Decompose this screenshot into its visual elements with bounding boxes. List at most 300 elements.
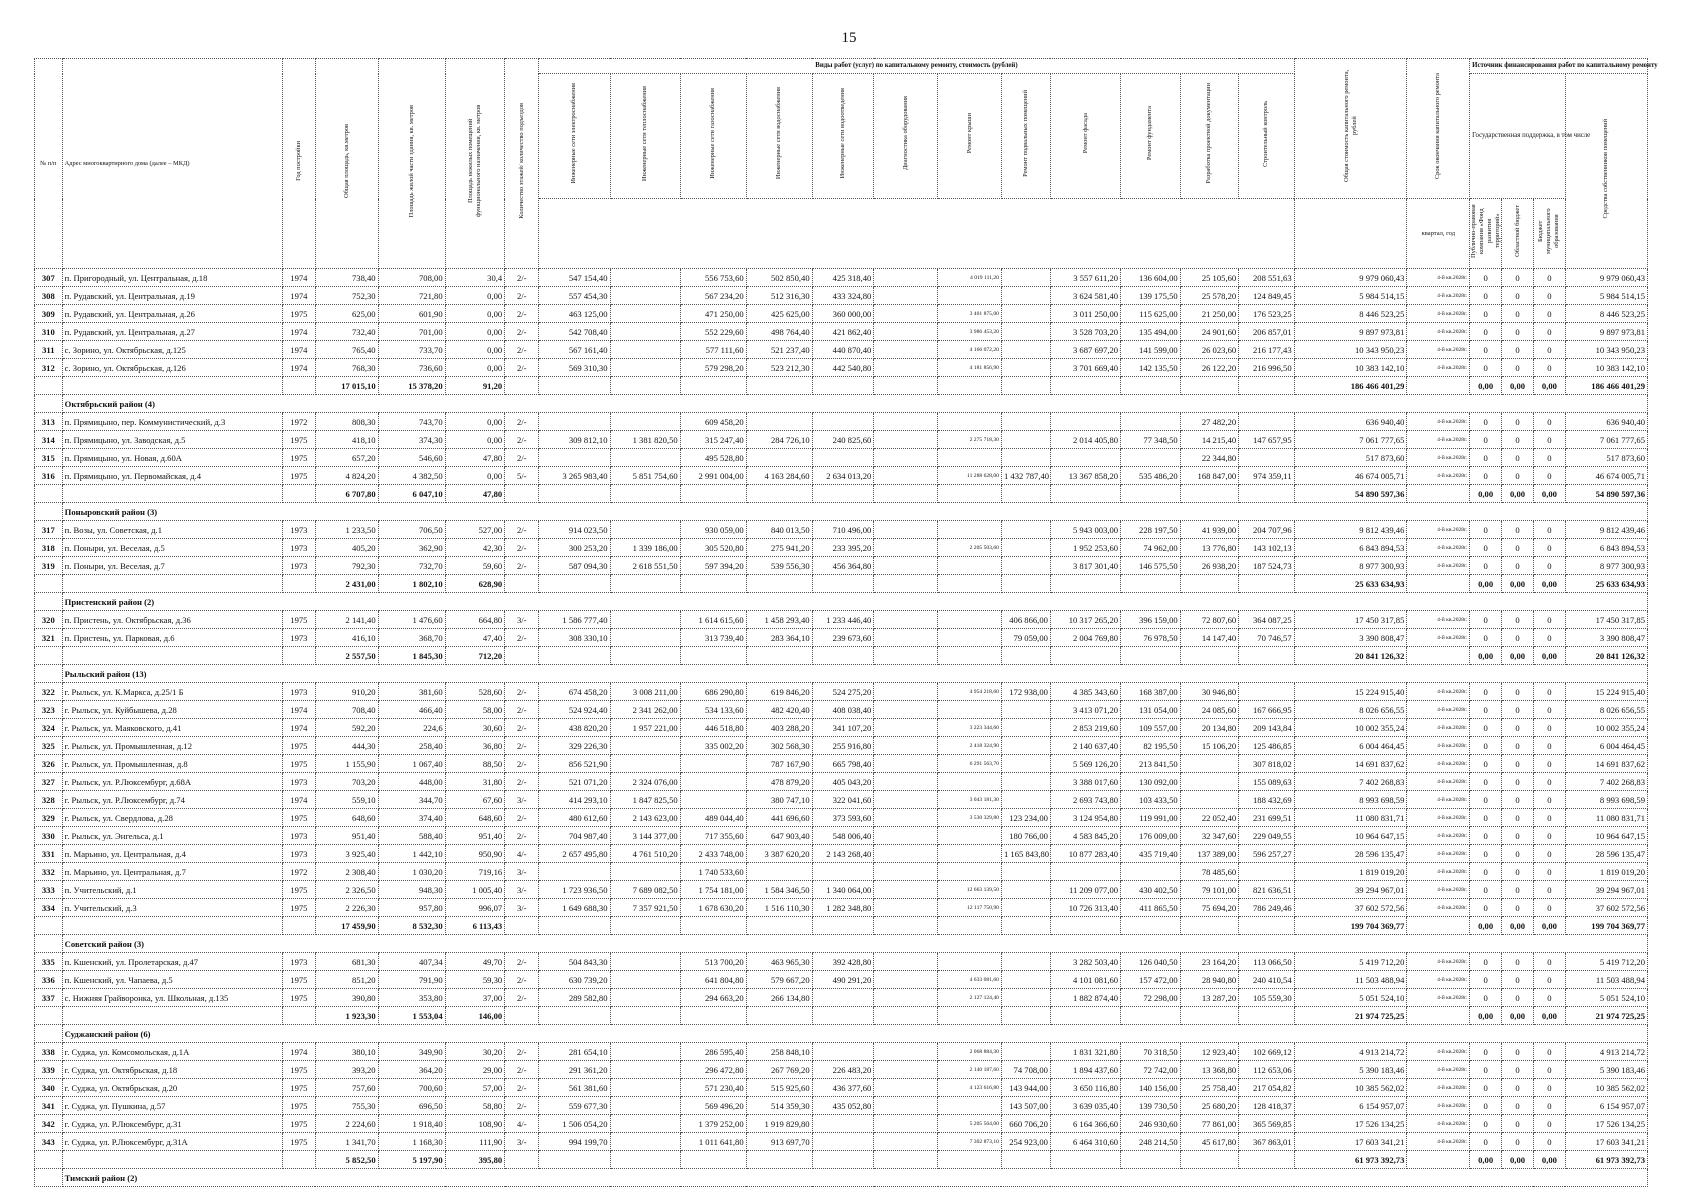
row-heat: 1 339 186,00 bbox=[610, 539, 680, 557]
row-gas: 552 229,60 bbox=[680, 323, 746, 341]
total-nonres: 6 113,43 bbox=[445, 917, 505, 935]
row-control: 365 569,85 bbox=[1239, 1115, 1294, 1133]
row-total-cost: 9 979 060,43 bbox=[1294, 269, 1407, 287]
total-empty-cell bbox=[1180, 1007, 1239, 1025]
table-row bbox=[35, 539, 1648, 557]
row-basement bbox=[1001, 341, 1050, 359]
row-control: 231 699,51 bbox=[1239, 809, 1294, 827]
row-water: 258 848,10 bbox=[746, 1043, 812, 1061]
row-year: 1973 bbox=[282, 557, 315, 575]
total-fr: 0,00 bbox=[1502, 647, 1534, 665]
row-electro: 463 125,00 bbox=[539, 305, 610, 323]
row-year: 1974 bbox=[282, 269, 315, 287]
row-design: 41 939,00 bbox=[1180, 521, 1239, 539]
row-nonres-area: 108,90 bbox=[445, 1115, 505, 1133]
row-total-area: 405,20 bbox=[315, 539, 378, 557]
row-total-area: 2 224,60 bbox=[315, 1115, 378, 1133]
row-basement bbox=[1001, 719, 1050, 737]
total-empty-cell bbox=[1001, 485, 1050, 503]
total-fo: 20 841 126,32 bbox=[1565, 647, 1647, 665]
row-heat: 7 357 921,50 bbox=[610, 899, 680, 917]
row-own: 9 812 439,46 bbox=[1565, 521, 1647, 539]
row-electro: 674 458,20 bbox=[539, 683, 610, 701]
row-heat: 1 847 825,50 bbox=[610, 791, 680, 809]
district-total-row bbox=[35, 1151, 1648, 1169]
total-empty-cell bbox=[505, 1007, 539, 1025]
row-total-area: 851,20 bbox=[315, 971, 378, 989]
total-nonres: 628,90 bbox=[445, 575, 505, 593]
total-empty-cell bbox=[1001, 575, 1050, 593]
row-gas: 335 002,20 bbox=[680, 737, 746, 755]
table-row bbox=[35, 359, 1648, 377]
row-floors: 3/- bbox=[505, 611, 539, 629]
total-empty-cell bbox=[1001, 647, 1050, 665]
row-own: 8 993 698,59 bbox=[1565, 791, 1647, 809]
row-roof bbox=[938, 557, 1002, 575]
row-water: 514 359,30 bbox=[746, 1097, 812, 1115]
row-nonres-area: 47,40 bbox=[445, 629, 505, 647]
row-control: 208 551,63 bbox=[1239, 269, 1294, 287]
row-control: 206 857,01 bbox=[1239, 323, 1294, 341]
row-own: 9 979 060,43 bbox=[1565, 269, 1647, 287]
row-basement bbox=[1001, 1043, 1050, 1061]
row-electro: 2 657 495,80 bbox=[539, 845, 610, 863]
total-fr: 0,00 bbox=[1502, 1151, 1534, 1169]
row-total-cost: 17 450 317,85 bbox=[1294, 611, 1407, 629]
row-year: 1974 bbox=[282, 1043, 315, 1061]
row-water: 425 625,00 bbox=[746, 305, 812, 323]
row-facade: 11 209 077,00 bbox=[1050, 881, 1120, 899]
row-address: г. Рыльск, ул. Р.Люксембург, д.68А bbox=[62, 773, 282, 791]
row-gas: 294 663,20 bbox=[680, 989, 746, 1007]
row-basement bbox=[1001, 413, 1050, 431]
row-living-area: 721,80 bbox=[378, 287, 445, 305]
total-ff: 0,00 bbox=[1470, 485, 1502, 503]
row-total-area: 738,40 bbox=[315, 269, 378, 287]
row-gas: 1 754 181,00 bbox=[680, 881, 746, 899]
row-nonres-area: 37,00 bbox=[445, 989, 505, 1007]
row-sewer bbox=[812, 413, 874, 431]
header-address: Адрес многоквартирного дома (далее – МКД) bbox=[62, 59, 282, 269]
row-local: 0 bbox=[1533, 809, 1565, 827]
row-region: 0 bbox=[1502, 611, 1534, 629]
total-empty-cell bbox=[1121, 575, 1181, 593]
total-living: 8 532,30 bbox=[378, 917, 445, 935]
total-fl: 0,00 bbox=[1533, 647, 1565, 665]
row-diagnostics bbox=[874, 737, 938, 755]
row-region: 0 bbox=[1502, 701, 1534, 719]
row-fund: 0 bbox=[1470, 629, 1502, 647]
district-spacer bbox=[35, 665, 63, 683]
row-region: 0 bbox=[1502, 989, 1534, 1007]
row-total-cost: 3 390 808,47 bbox=[1294, 629, 1407, 647]
row-total-cost: 9 897 973,81 bbox=[1294, 323, 1407, 341]
row-foundation: 411 865,50 bbox=[1121, 899, 1181, 917]
row-living-area: 743,70 bbox=[378, 413, 445, 431]
row-fund: 0 bbox=[1470, 323, 1502, 341]
total-empty-cell bbox=[812, 485, 874, 503]
row-diagnostics bbox=[874, 359, 938, 377]
total-total: 6 707,80 bbox=[315, 485, 378, 503]
header-basement: Ремонт подвальных помещений bbox=[1001, 74, 1050, 199]
row-diagnostics bbox=[874, 1079, 938, 1097]
row-living-area: 733,70 bbox=[378, 341, 445, 359]
row-gas: 597 394,20 bbox=[680, 557, 746, 575]
row-roof bbox=[938, 449, 1002, 467]
row-total-area: 755,30 bbox=[315, 1097, 378, 1115]
total-fr: 0,00 bbox=[1502, 1007, 1534, 1025]
row-water: 647 903,40 bbox=[746, 827, 812, 845]
total-empty-cell bbox=[35, 485, 63, 503]
row-design: 72 807,60 bbox=[1180, 611, 1239, 629]
row-nonres-area: 30,20 bbox=[445, 1043, 505, 1061]
row-roof: 2 127 124,40 bbox=[938, 989, 1002, 1007]
row-diagnostics bbox=[874, 629, 938, 647]
row-year: 1974 bbox=[282, 323, 315, 341]
row-address: п. Учительский, д.1 bbox=[62, 881, 282, 899]
row-nonres-area: 58,00 bbox=[445, 701, 505, 719]
total-nonres: 712,20 bbox=[445, 647, 505, 665]
row-region: 0 bbox=[1502, 737, 1534, 755]
row-fund: 0 bbox=[1470, 737, 1502, 755]
row-sewer: 433 324,80 bbox=[812, 287, 874, 305]
row-region: 0 bbox=[1502, 557, 1534, 575]
row-control: 70 746,57 bbox=[1239, 629, 1294, 647]
row-gas: 305 520,80 bbox=[680, 539, 746, 557]
row-basement bbox=[1001, 863, 1050, 881]
header-facade: Ремонт фасада bbox=[1050, 74, 1120, 199]
row-gas: 641 804,80 bbox=[680, 971, 746, 989]
row-heat bbox=[610, 413, 680, 431]
total-empty-cell bbox=[62, 485, 282, 503]
total-fl: 0,00 bbox=[1533, 1007, 1565, 1025]
row-basement: 1 165 843,80 bbox=[1001, 845, 1050, 863]
row-floors: 4/- bbox=[505, 1115, 539, 1133]
row-control: 112 653,06 bbox=[1239, 1061, 1294, 1079]
row-total-area: 1 341,70 bbox=[315, 1133, 378, 1151]
row-region: 0 bbox=[1502, 287, 1534, 305]
row-year: 1973 bbox=[282, 953, 315, 971]
table-row bbox=[35, 1097, 1648, 1115]
row-foundation: 139 730,50 bbox=[1121, 1097, 1181, 1115]
row-local: 0 bbox=[1533, 827, 1565, 845]
row-control: 155 089,63 bbox=[1239, 773, 1294, 791]
total-empty-cell bbox=[874, 575, 938, 593]
row-year: 1975 bbox=[282, 1079, 315, 1097]
row-heat: 2 324 076,00 bbox=[610, 773, 680, 791]
total-empty-cell bbox=[938, 647, 1002, 665]
row-fund: 0 bbox=[1470, 305, 1502, 323]
row-roof: 7 302 873,10 bbox=[938, 1133, 1002, 1151]
row-design: 137 389,00 bbox=[1180, 845, 1239, 863]
row-total-cost: 37 602 572,56 bbox=[1294, 899, 1407, 917]
row-total-cost: 5 051 524,10 bbox=[1294, 989, 1407, 1007]
row-region: 0 bbox=[1502, 1079, 1534, 1097]
row-heat bbox=[610, 611, 680, 629]
row-living-area: 1 442,10 bbox=[378, 845, 445, 863]
total-empty-cell bbox=[1239, 377, 1294, 395]
row-heat: 2 143 623,00 bbox=[610, 809, 680, 827]
row-nonres-area: 648,60 bbox=[445, 809, 505, 827]
row-living-area: 362,90 bbox=[378, 539, 445, 557]
table-row bbox=[35, 719, 1648, 737]
row-foundation: 130 092,00 bbox=[1121, 773, 1181, 791]
row-total-cost: 1 819 019,20 bbox=[1294, 863, 1407, 881]
table-row bbox=[35, 899, 1648, 917]
row-living-area: 1 918,40 bbox=[378, 1115, 445, 1133]
row-address: п. Возы, ул. Советская, д.1 bbox=[62, 521, 282, 539]
row-total-area: 2 226,30 bbox=[315, 899, 378, 917]
row-address: п. Пристень, ул. Парковая, д.6 bbox=[62, 629, 282, 647]
row-own: 4 913 214,72 bbox=[1565, 1043, 1647, 1061]
row-address: п. Учительский, д.3 bbox=[62, 899, 282, 917]
total-empty-cell bbox=[812, 575, 874, 593]
row-design: 13 776,80 bbox=[1180, 539, 1239, 557]
row-basement bbox=[1001, 881, 1050, 899]
row-design: 25 758,40 bbox=[1180, 1079, 1239, 1097]
total-empty-cell bbox=[1121, 377, 1181, 395]
total-fr: 0,00 bbox=[1502, 917, 1534, 935]
row-electro: 521 071,20 bbox=[539, 773, 610, 791]
row-foundation: 72 742,00 bbox=[1121, 1061, 1181, 1079]
row-nonres-area: 58,80 bbox=[445, 1097, 505, 1115]
row-total-area: 380,10 bbox=[315, 1043, 378, 1061]
total-empty-cell bbox=[874, 1007, 938, 1025]
total-empty-cell bbox=[62, 1151, 282, 1169]
row-water: 463 965,30 bbox=[746, 953, 812, 971]
row-total-cost: 17 603 341,21 bbox=[1294, 1133, 1407, 1151]
row-roof: 4 123 616,80 bbox=[938, 1079, 1002, 1097]
row-total-area: 768,30 bbox=[315, 359, 378, 377]
district-total-row bbox=[35, 1007, 1648, 1025]
row-nonres-area: 0,00 bbox=[445, 287, 505, 305]
row-heat bbox=[610, 287, 680, 305]
row-total-cost: 7 061 777,65 bbox=[1294, 431, 1407, 449]
table-row bbox=[35, 1061, 1648, 1079]
row-gas: 569 496,20 bbox=[680, 1097, 746, 1115]
row-water: 787 167,90 bbox=[746, 755, 812, 773]
total-empty-cell bbox=[1050, 1007, 1120, 1025]
row-address: г. Рыльск, ул. Куйбышева, д.28 bbox=[62, 701, 282, 719]
row-number: 332 bbox=[35, 863, 63, 881]
row-total-area: 757,60 bbox=[315, 1079, 378, 1097]
row-roof: 2 275 718,30 bbox=[938, 431, 1002, 449]
row-own: 10 964 647,15 bbox=[1565, 827, 1647, 845]
row-own: 17 450 317,85 bbox=[1565, 611, 1647, 629]
row-water: 3 387 620,20 bbox=[746, 845, 812, 863]
district-spacer bbox=[35, 1025, 63, 1043]
row-design: 22 052,40 bbox=[1180, 809, 1239, 827]
row-address: г. Рыльск, ул. Промышленная, д.8 bbox=[62, 755, 282, 773]
row-basement bbox=[1001, 305, 1050, 323]
total-empty-cell bbox=[610, 485, 680, 503]
row-design bbox=[1180, 791, 1239, 809]
row-region: 0 bbox=[1502, 899, 1534, 917]
row-facade: 10 726 313,40 bbox=[1050, 899, 1120, 917]
row-deadline: 4-й кв.2028г. bbox=[1407, 449, 1470, 467]
total-empty-cell bbox=[1407, 575, 1470, 593]
row-own: 14 691 837,62 bbox=[1565, 755, 1647, 773]
row-diagnostics bbox=[874, 467, 938, 485]
row-fund: 0 bbox=[1470, 755, 1502, 773]
row-total-area: 1 155,90 bbox=[315, 755, 378, 773]
row-electro: 329 226,30 bbox=[539, 737, 610, 755]
row-facade: 3 124 954,80 bbox=[1050, 809, 1120, 827]
row-fund: 0 bbox=[1470, 1079, 1502, 1097]
row-deadline: 4-й кв.2028г. bbox=[1407, 467, 1470, 485]
header-total-cost: Общая стоимость капитального ремонта, рублей bbox=[1294, 59, 1407, 199]
table-row bbox=[35, 845, 1648, 863]
row-control: 307 818,02 bbox=[1239, 755, 1294, 773]
row-total-area: 3 925,40 bbox=[315, 845, 378, 863]
district-heading-row bbox=[35, 1169, 1648, 1187]
total-empty-cell bbox=[505, 485, 539, 503]
row-deadline: 4-й кв.2028г. bbox=[1407, 431, 1470, 449]
row-basement bbox=[1001, 989, 1050, 1007]
row-total-area: 592,20 bbox=[315, 719, 378, 737]
row-diagnostics bbox=[874, 269, 938, 287]
row-foundation: 430 402,50 bbox=[1121, 881, 1181, 899]
header-region: Областной бюджет bbox=[1502, 199, 1534, 269]
row-roof: 2 068 884,30 bbox=[938, 1043, 1002, 1061]
table-row bbox=[35, 755, 1648, 773]
row-living-area: 364,20 bbox=[378, 1061, 445, 1079]
row-heat bbox=[610, 341, 680, 359]
table-row bbox=[35, 737, 1648, 755]
row-water: 1 584 346,50 bbox=[746, 881, 812, 899]
total-empty-cell bbox=[680, 647, 746, 665]
row-local: 0 bbox=[1533, 557, 1565, 575]
row-diagnostics bbox=[874, 557, 938, 575]
row-facade bbox=[1050, 449, 1120, 467]
row-diagnostics bbox=[874, 1043, 938, 1061]
total-living: 6 047,10 bbox=[378, 485, 445, 503]
total-total: 5 852,50 bbox=[315, 1151, 378, 1169]
table-row bbox=[35, 287, 1648, 305]
row-total-cost: 5 390 183,46 bbox=[1294, 1061, 1407, 1079]
row-foundation: 135 494,00 bbox=[1121, 323, 1181, 341]
total-empty-cell bbox=[539, 647, 610, 665]
row-sewer bbox=[812, 1115, 874, 1133]
row-heat bbox=[610, 953, 680, 971]
table-row bbox=[35, 611, 1648, 629]
row-own: 5 984 514,15 bbox=[1565, 287, 1647, 305]
table-row bbox=[35, 1079, 1648, 1097]
total-ff: 0,00 bbox=[1470, 575, 1502, 593]
row-design: 25 578,20 bbox=[1180, 287, 1239, 305]
row-gas: 446 518,80 bbox=[680, 719, 746, 737]
row-fund: 0 bbox=[1470, 701, 1502, 719]
row-water: 267 769,20 bbox=[746, 1061, 812, 1079]
row-sewer bbox=[812, 1133, 874, 1151]
row-nonres-area: 59,60 bbox=[445, 557, 505, 575]
row-design: 20 134,80 bbox=[1180, 719, 1239, 737]
row-gas: 296 472,80 bbox=[680, 1061, 746, 1079]
row-number: 343 bbox=[35, 1133, 63, 1151]
header-nonres-area: Площадь нежилых помещений функционального назначения, кв. метров bbox=[445, 59, 505, 269]
district-total-row bbox=[35, 485, 1648, 503]
total-empty-cell bbox=[62, 575, 282, 593]
row-nonres-area: 67,60 bbox=[445, 791, 505, 809]
row-foundation: 142 135,50 bbox=[1121, 359, 1181, 377]
row-region: 0 bbox=[1502, 467, 1534, 485]
total-empty-cell bbox=[680, 377, 746, 395]
row-foundation bbox=[1121, 413, 1181, 431]
row-diagnostics bbox=[874, 521, 938, 539]
row-electro: 1 506 054,20 bbox=[539, 1115, 610, 1133]
row-gas: 1 740 533,60 bbox=[680, 863, 746, 881]
row-basement bbox=[1001, 431, 1050, 449]
row-own: 6 004 464,45 bbox=[1565, 737, 1647, 755]
row-number: 330 bbox=[35, 827, 63, 845]
row-design: 27 482,20 bbox=[1180, 413, 1239, 431]
row-living-area: 349,90 bbox=[378, 1043, 445, 1061]
row-living-area: 701,00 bbox=[378, 323, 445, 341]
row-deadline: 4-й кв.2028г. bbox=[1407, 539, 1470, 557]
row-fund: 0 bbox=[1470, 899, 1502, 917]
row-facade: 5 569 126,20 bbox=[1050, 755, 1120, 773]
row-roof: 11 288 628,00 bbox=[938, 467, 1002, 485]
row-region: 0 bbox=[1502, 431, 1534, 449]
row-foundation: 72 298,00 bbox=[1121, 989, 1181, 1007]
row-number: 333 bbox=[35, 881, 63, 899]
row-local: 0 bbox=[1533, 611, 1565, 629]
row-own: 1 819 019,20 bbox=[1565, 863, 1647, 881]
row-facade: 3 701 669,40 bbox=[1050, 359, 1120, 377]
row-heat: 7 689 082,50 bbox=[610, 881, 680, 899]
row-sewer: 435 052,80 bbox=[812, 1097, 874, 1115]
row-fund: 0 bbox=[1470, 431, 1502, 449]
row-floors: 3/- bbox=[505, 1133, 539, 1151]
row-electro: 3 265 983,40 bbox=[539, 467, 610, 485]
total-empty-cell bbox=[746, 1007, 812, 1025]
row-facade: 3 687 697,20 bbox=[1050, 341, 1120, 359]
district-spacer bbox=[35, 503, 63, 521]
row-gas bbox=[680, 791, 746, 809]
table-row bbox=[35, 827, 1648, 845]
row-foundation: 77 348,50 bbox=[1121, 431, 1181, 449]
row-total-area: 4 824,20 bbox=[315, 467, 378, 485]
total-empty-cell bbox=[1121, 1007, 1181, 1025]
row-heat bbox=[610, 269, 680, 287]
header-year: Год постройки bbox=[282, 59, 315, 269]
row-sewer: 436 377,60 bbox=[812, 1079, 874, 1097]
row-own: 10 343 950,23 bbox=[1565, 341, 1647, 359]
row-number: 337 bbox=[35, 989, 63, 1007]
row-total-cost: 4 913 214,72 bbox=[1294, 1043, 1407, 1061]
row-address: п. Прямицыно, ул. Новая, д.60А bbox=[62, 449, 282, 467]
row-nonres-area: 0,00 bbox=[445, 413, 505, 431]
total-empty-cell bbox=[1407, 917, 1470, 935]
row-foundation: 146 575,50 bbox=[1121, 557, 1181, 575]
row-electro: 414 293,10 bbox=[539, 791, 610, 809]
row-electro: 281 654,10 bbox=[539, 1043, 610, 1061]
row-roof: 5 205 564,00 bbox=[938, 1115, 1002, 1133]
total-living: 1 553,04 bbox=[378, 1007, 445, 1025]
row-total-cost: 46 674 005,71 bbox=[1294, 467, 1407, 485]
row-total-cost: 39 294 967,01 bbox=[1294, 881, 1407, 899]
row-deadline: 4-й кв.2028г. bbox=[1407, 683, 1470, 701]
row-basement bbox=[1001, 791, 1050, 809]
row-design: 15 106,20 bbox=[1180, 737, 1239, 755]
row-total-cost: 6 154 957,07 bbox=[1294, 1097, 1407, 1115]
row-local: 0 bbox=[1533, 539, 1565, 557]
row-roof: 12 117 750,90 bbox=[938, 899, 1002, 917]
row-living-area: 407,34 bbox=[378, 953, 445, 971]
row-foundation: 248 214,50 bbox=[1121, 1133, 1181, 1151]
total-empty-cell bbox=[35, 575, 63, 593]
row-total-area: 792,30 bbox=[315, 557, 378, 575]
